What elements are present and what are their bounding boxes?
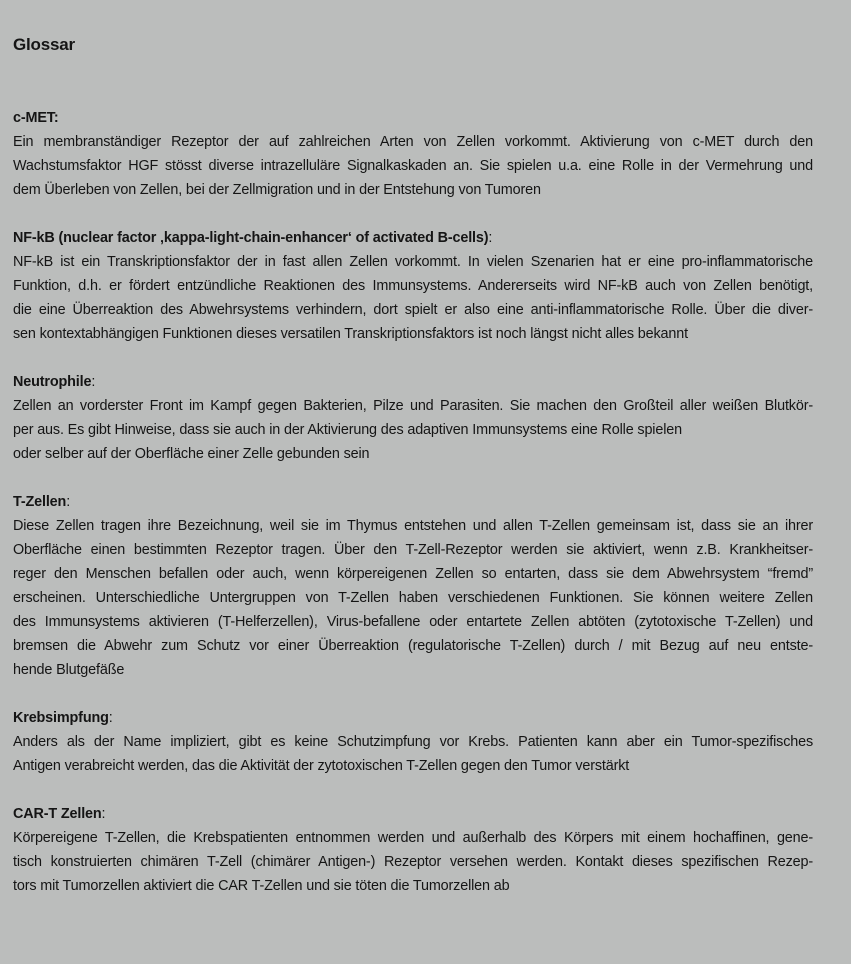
- term: T-Zellen: [13, 494, 67, 510]
- definition: [13, 730, 813, 778]
- glossary-entry-nf-kb: [13, 226, 813, 346]
- definition-line: die eine Überreaktion des Abwehrsystems verhindern, dort spielt er also eine anti-inflammatorische Rolle. Über die diver-: [13, 302, 813, 318]
- definition-line: tors mit Tumorzellen aktiviert die CAR T-Zellen und sie töten die Tumorzellen ab: [13, 878, 510, 894]
- term-line: [13, 106, 813, 130]
- definition-line: Oberfläche einen bestimmten Rezeptor tragen. Über den T-Zell-Rezeptor werden sie aktiviert, wenn z.B. Krankheitser-: [13, 542, 813, 558]
- term-line: [13, 490, 813, 514]
- term-colon: :: [108, 710, 113, 726]
- term-colon: :: [488, 230, 493, 246]
- definition-line: NF-kB ist ein Transkriptionsfaktor der in fast allen Zellen vorkommt. In vielen Szenarien hat er eine pro-inflammatorische: [13, 254, 813, 270]
- definition: [13, 514, 813, 682]
- definition-line: dem Überleben von Zellen, bei der Zellmigration und in der Entstehung von Tumoren: [13, 182, 541, 198]
- definition-line: per aus. Es gibt Hinweise, dass sie auch in der Aktivierung des adaptiven Immunsystems eine Rolle spielen: [13, 422, 682, 438]
- definition-line: Diese Zellen tragen ihre Bezeichnung, weil sie im Thymus entstehen und allen T-Zellen gemeinsam ist, dass sie an ihrer: [13, 518, 813, 534]
- term-line: [13, 706, 813, 730]
- term: c-MET:: [13, 110, 59, 126]
- glossary-list: [13, 106, 813, 898]
- definition-line: Zellen an vorderster Front im Kampf gegen Bakterien, Pilze und Parasiten. Sie machen den Großteil aller weißen Blutkör-: [13, 398, 813, 414]
- glossary-entry-krebsimpfung: [13, 706, 813, 778]
- definition: [13, 130, 813, 202]
- definition-line: Antigen verabreicht werden, das die Aktivität der zytotoxischen T-Zellen gegen den Tumor verstärkt: [13, 758, 630, 774]
- page-title: Glossar: [13, 35, 75, 54]
- definition-line: Körpereigene T-Zellen, die Krebspatienten entnommen werden und außerhalb des Körpers mit einem hochaffinen, gene-: [13, 830, 813, 846]
- definition-line: bremsen die Abwehr zum Schutz vor einer Überreaktion (regulatorische T-Zellen) durch / mit Bezug auf neu entste-: [13, 638, 813, 654]
- definition-line: reger den Menschen befallen oder auch, wenn körpereigenen Zellen so entarten, dass sie dem Abwehrsystem “fremd”: [13, 566, 813, 582]
- definition-line: Funktion, d.h. er fördert entzündliche Reaktionen des Immunsystems. Andererseits wird NF-kB auch von Zellen benötigt,: [13, 278, 813, 294]
- term: CAR-T Zellen: [13, 806, 102, 822]
- definition-line: Ein membranständiger Rezeptor der auf zahlreichen Arten von Zellen vorkommt. Aktivierung von c-MET durch den: [13, 134, 813, 150]
- definition-line: erscheinen. Unterschiedliche Untergruppen von T-Zellen haben verschiedenen Funktionen. Sie können weitere Zellen: [13, 590, 813, 606]
- definition-line: hende Blutgefäße: [13, 662, 125, 678]
- definition-line: Anders als der Name impliziert, gibt es keine Schutzimpfung vor Krebs. Patienten kann aber ein Tumor-spezifisches: [13, 734, 813, 750]
- glossary-entry-neutrophile: [13, 370, 813, 466]
- definition-line: tisch konstruierten chimären T-Zell (chimärer Antigen-) Rezeptor versehen werden. Kontakt dieses spezifischen Rezep-: [13, 854, 813, 870]
- term: NF-kB (nuclear factor ‚kappa-light-chain-enhancer‘ of activated B-cells): [13, 230, 489, 246]
- term-line: [13, 370, 813, 394]
- term-line: [13, 802, 813, 826]
- definition-line: oder selber auf der Oberfläche einer Zelle gebunden sein: [13, 446, 370, 462]
- term-line: [13, 226, 813, 250]
- definition: [13, 250, 813, 346]
- glossary-entry-c-met: [13, 106, 813, 202]
- term: Neutrophile: [13, 374, 92, 390]
- definition: [13, 826, 813, 898]
- definition-line: des Immunsystems aktivieren (T-Helferzellen), Virus-befallene oder entartete Zellen abtöten (zytotoxische T-Zellen) und: [13, 614, 813, 630]
- term-colon: :: [91, 374, 96, 390]
- glossary-entry-car-t-zellen: [13, 802, 813, 898]
- term-colon: :: [66, 494, 71, 510]
- definition-line: sen kontextabhängigen Funktionen dieses versatilen Transkriptionsfaktors ist noch längst nicht alles bekannt: [13, 326, 688, 342]
- definition: [13, 394, 813, 466]
- glossary-entry-t-zellen: [13, 490, 813, 682]
- term-colon: :: [101, 806, 106, 822]
- term: Krebsimpfung: [13, 710, 109, 726]
- definition-line: Wachstumsfaktor HGF stösst diverse intrazelluläre Signalkaskaden an. Sie spielen u.a. eine Rolle in der Vermehrung und: [13, 158, 813, 174]
